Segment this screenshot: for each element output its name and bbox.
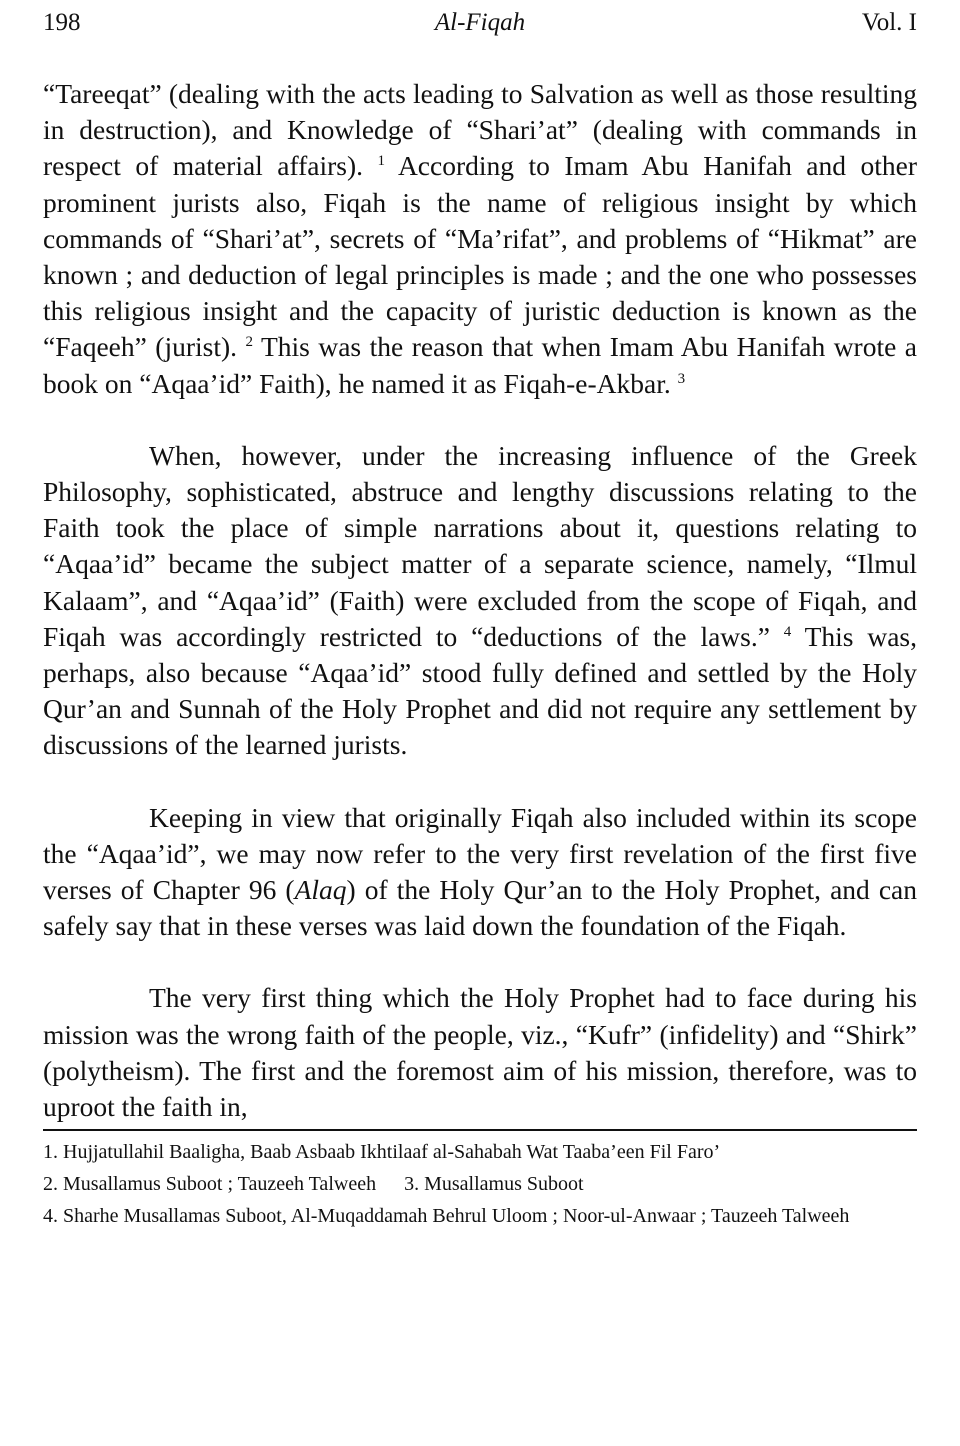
paragraph-text: When, however, under the increasing influence of the Greek Philosophy, sophisticated, abstruce and lengthy discussions relating to the Faith took the place of simple narrations about it, questions relating to “Aqaa’id” became the subject matter of a separate science, namely, “Ilmul Kalaam”, and “Aqaa’id” (Faith) were excluded from the scope of Fiqah, and Fiqah was accordingly restricted to “deductions of the laws.” — [43, 439, 917, 652]
book-page — [43, 0, 917, 1446]
paragraph-text: This was the reason that when Imam Abu Hanifah wrote a book on “Aqaa’id” Faith), he named it as Fiqah-e-Akbar. — [43, 331, 917, 399]
running-header — [43, 0, 917, 46]
paragraph-4 — [43, 980, 917, 1125]
book-title: Al-Fiqah — [434, 9, 526, 36]
paragraph-1 — [43, 76, 917, 402]
footnote-divider — [43, 1129, 917, 1131]
footnote-2-3 — [43, 1171, 917, 1198]
volume-label: Vol. I — [861, 9, 917, 36]
page-number: 198 — [43, 9, 81, 36]
paragraph-text: “Tareeqat” (dealing with the acts leading to Salvation as well as those resulting in destruction), and Knowledge of “Shari’at” (dealing with commands in respect of material affairs). — [43, 78, 917, 182]
paragraph-2 — [43, 438, 917, 764]
footnotes — [43, 1139, 917, 1230]
footnote-ref-3[interactable]: 3 — [677, 370, 686, 387]
body-text — [43, 76, 917, 1125]
footnote-ref-1[interactable]: 1 — [377, 153, 385, 170]
footnote-ref-4[interactable]: 4 — [783, 623, 792, 640]
paragraph-text: This was, perhaps, also because “Aqaa’id” stood fully defined and settled by the Holy Qur’an and Sunnah of the Holy Prophet and did not require any settlement by discussions of the learned jurists. — [43, 620, 917, 761]
paragraph-text: ) of the Holy Qur’an to the Holy Prophet, and can safely say that in these verses was laid down the foundation of the Fiqah. — [43, 874, 918, 942]
footnote-2: 2. Musallamus Suboot ; Tauzeeh Talweeh — [43, 1173, 377, 1196]
footnote-4: 4. Sharhe Musallamas Suboot, Al-Muqaddamah Behrul Uloom ; Noor-ul-Anwaar ; Tauzeeh Talweeh — [43, 1205, 850, 1228]
paragraph-3 — [43, 800, 917, 945]
chapter-name: Alaq — [294, 874, 347, 906]
footnote-3: 3. Musallamus Suboot — [404, 1173, 584, 1196]
paragraph-text: Keeping in view that originally Fiqah also included within its scope the “Aqaa’id”, we may now refer to the very first revelation of the first five verses of Chapter 96 ( — [43, 801, 917, 906]
footnote-1: 1. Hujjatullahil Baaligha, Baab Asbaab Ikhtilaaf al-Sahabah Wat Taaba’een Fil Faro’ — [43, 1141, 721, 1164]
footnote-ref-2[interactable]: 2 — [245, 334, 254, 351]
paragraph-text: The very first thing which the Holy Prophet had to face during his mission was the wrong faith of the people, viz., “Kufr” (infidelity) and “Shirk” (polytheism). The first and the foremost aim of his mission, therefore, was to uproot the faith in, — [43, 982, 917, 1123]
paragraph-text: According to Imam Abu Hanifah and other prominent jurists also, Fiqah is the name of religious insight by which commands of “Shari’at”, secrets of “Ma’rifat”, and problems of “Hikmat” are known ; and deduction of legal principles is made ; and the one who possesses this religious insight and the capacity of juristic deduction is known as the “Faqeeh” (jurist). — [43, 150, 917, 363]
